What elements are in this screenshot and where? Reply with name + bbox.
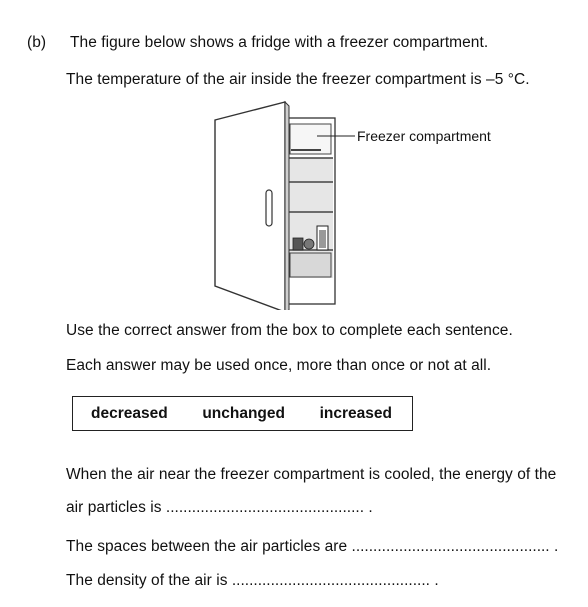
freezer-compartment-label: Freezer compartment xyxy=(357,128,491,144)
answer-blank-3[interactable]: .............................................. xyxy=(231,572,430,589)
sentence-1-line-2 xyxy=(66,499,373,517)
sentence-3-prefix: The density of the air is xyxy=(66,572,228,589)
answer-blank-2[interactable]: .............................................. xyxy=(351,538,550,555)
sentence-2 xyxy=(66,538,558,556)
temperature-text: The temperature of the air inside the freezer compartment is –5 °C. xyxy=(66,71,530,88)
fridge-figure xyxy=(205,100,545,310)
part-label: (b) xyxy=(27,34,47,51)
instruction-2: Each answer may be used once, more than once or not at all. xyxy=(66,357,492,374)
sentence-2-prefix: The spaces between the air particles are xyxy=(66,538,348,555)
sentence-3-end: . xyxy=(434,572,439,589)
option-unchanged: unchanged xyxy=(202,404,285,422)
answer-blank-1[interactable]: .............................................. xyxy=(165,499,365,516)
sentence-1-line-1: When the air near the freezer compartment is cooled, the energy of the xyxy=(66,466,557,483)
instruction-1: Use the correct answer from the box to complete each sentence. xyxy=(66,322,513,339)
sentence-3 xyxy=(66,572,439,590)
sentence-1-end: . xyxy=(368,499,373,516)
option-increased: increased xyxy=(319,404,392,422)
answer-options-box xyxy=(72,396,413,431)
sentence-1-prefix: air particles is xyxy=(66,499,162,516)
option-decreased: decreased xyxy=(91,404,168,422)
intro-text: The figure below shows a fridge with a freezer compartment. xyxy=(70,34,489,51)
sentence-2-end: . xyxy=(553,538,559,555)
